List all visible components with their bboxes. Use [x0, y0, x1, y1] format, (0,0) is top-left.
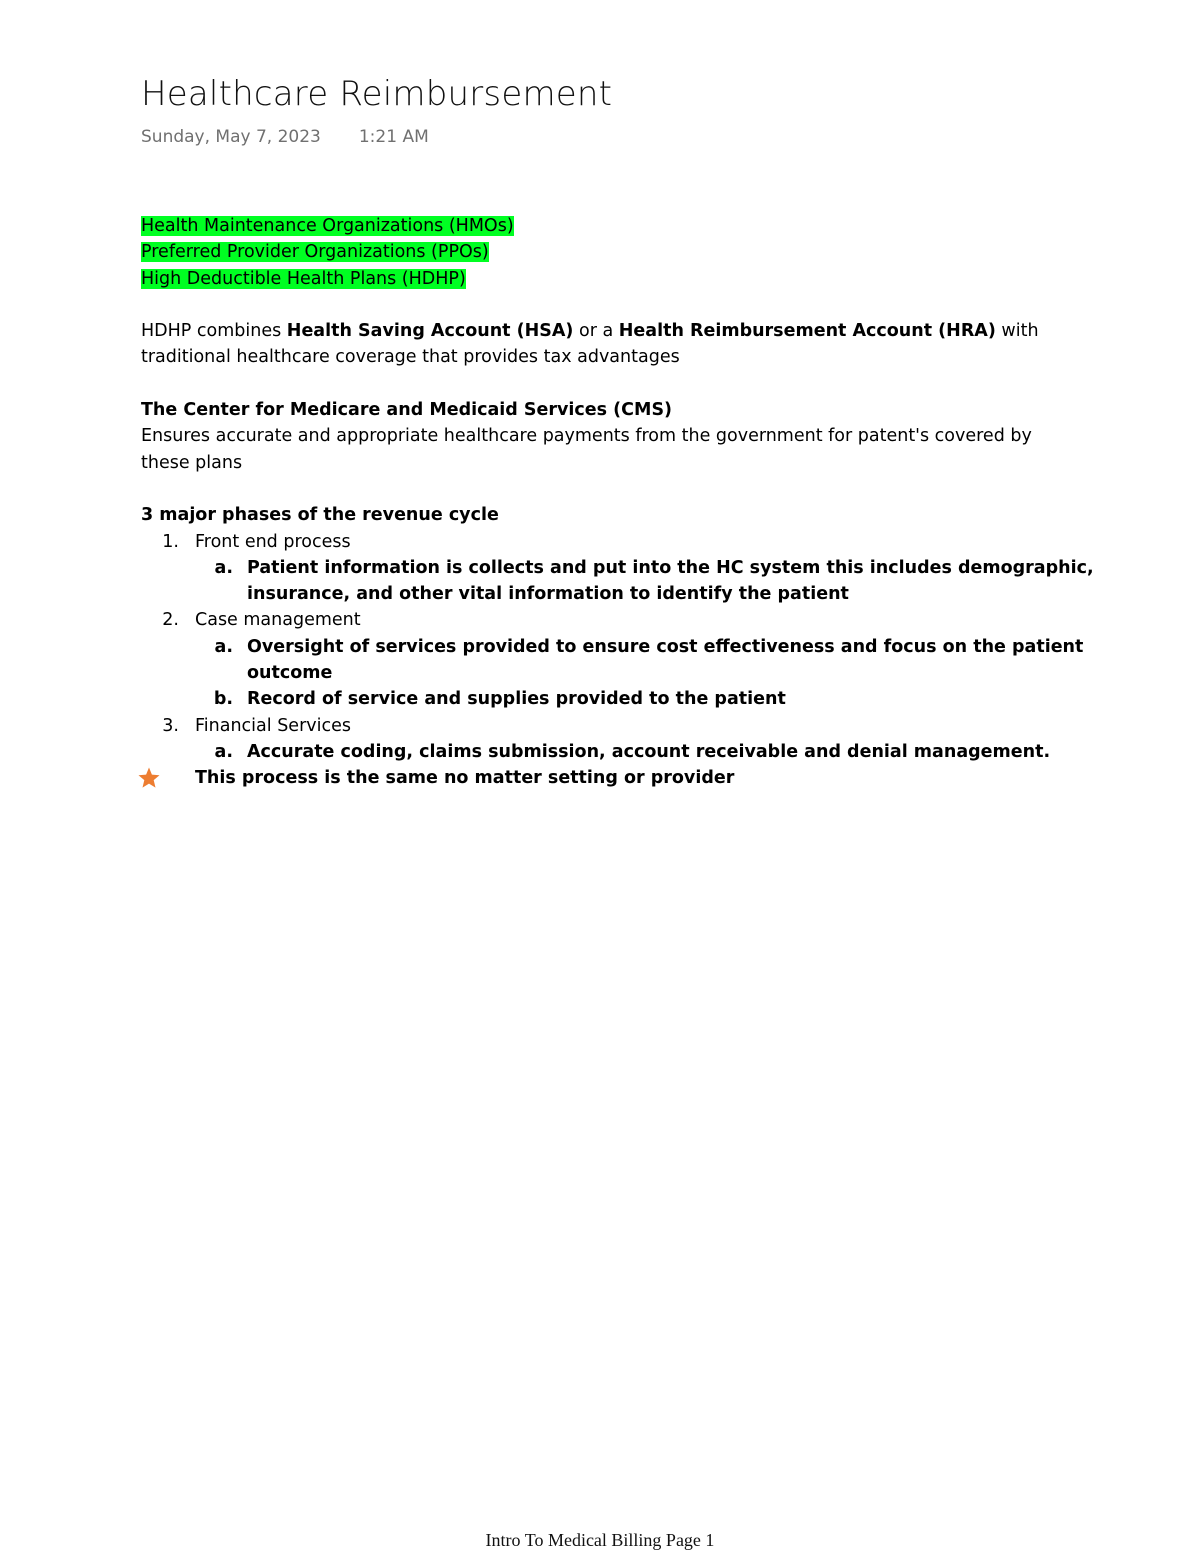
list-letter: b.: [213, 689, 233, 710]
phase-label: Financial Services: [195, 715, 351, 736]
bold-run: Health Saving Account (HSA): [286, 321, 574, 342]
highlighted-text: High Deductible Health Plans (HDHP): [141, 268, 466, 289]
hdhp-line-2: traditional healthcare coverage that provides tax advantages: [141, 347, 680, 368]
list-item-phase: [141, 713, 1041, 739]
sub-text: Oversight of services provided to ensure cost effectiveness and focus on the patient: [247, 636, 1084, 657]
list-number: 3.: [162, 715, 179, 736]
list-item-sub: [141, 555, 1094, 581]
text-run: HDHP combines: [141, 321, 287, 342]
page-title: Healthcare Reimbursement: [141, 74, 613, 114]
page-time: 1:21 AM: [358, 127, 429, 147]
plan-line: [141, 239, 1041, 265]
list-number: 1.: [162, 531, 179, 552]
cycle-heading: 3 major phases of the revenue cycle: [141, 505, 499, 526]
plan-line: [141, 266, 1041, 292]
list-item-phase: [141, 607, 1041, 633]
plan-line: [141, 213, 1041, 239]
list-item-sub: [141, 686, 1041, 712]
sub-text: Accurate coding, claims submission, account receivable and denial management.: [247, 741, 1051, 762]
list-item-sub: [141, 634, 1084, 660]
cms-heading: The Center for Medicare and Medicaid Services (CMS): [141, 400, 673, 421]
list-item-sub: [141, 739, 1051, 765]
highlighted-text: Preferred Provider Organizations (PPOs): [141, 242, 489, 263]
list-item-phase: [141, 529, 1041, 555]
phase-label: Front end process: [195, 531, 351, 552]
hdhp-line-1: [141, 318, 1041, 344]
text-run: or a: [573, 321, 619, 342]
note-text: This process is the same no matter setting or provider: [195, 768, 735, 789]
star-icon: [137, 766, 161, 790]
list-letter: a.: [214, 557, 233, 578]
note-body: [141, 213, 1094, 792]
list-letter: a.: [214, 636, 233, 657]
page-timestamp: [141, 127, 429, 147]
list-item-sub-continuation: outcome: [247, 663, 333, 684]
phase-label: Case management: [195, 610, 361, 631]
list-number: 2.: [162, 610, 179, 631]
sub-text: Patient information is collects and put into the HC system this includes demographic,: [247, 557, 1094, 578]
starred-note: [141, 765, 1041, 791]
page-date: Sunday, May 7, 2023: [141, 127, 321, 147]
highlighted-text: Health Maintenance Organizations (HMOs): [141, 216, 514, 236]
text-run: with: [995, 321, 1039, 342]
list-letter: a.: [214, 741, 233, 762]
cms-text: these plans: [141, 452, 243, 473]
page-footer: Intro To Medical Billing Page 1: [485, 1530, 715, 1550]
bold-run: Health Reimbursement Account (HRA): [618, 321, 996, 342]
cms-text: Ensures accurate and appropriate healthcare payments from the government for patent's covered by: [141, 426, 1032, 447]
sub-text: Record of service and supplies provided to the patient: [247, 689, 786, 710]
list-item-sub-continuation: insurance, and other vital information to identify the patient: [247, 584, 849, 605]
